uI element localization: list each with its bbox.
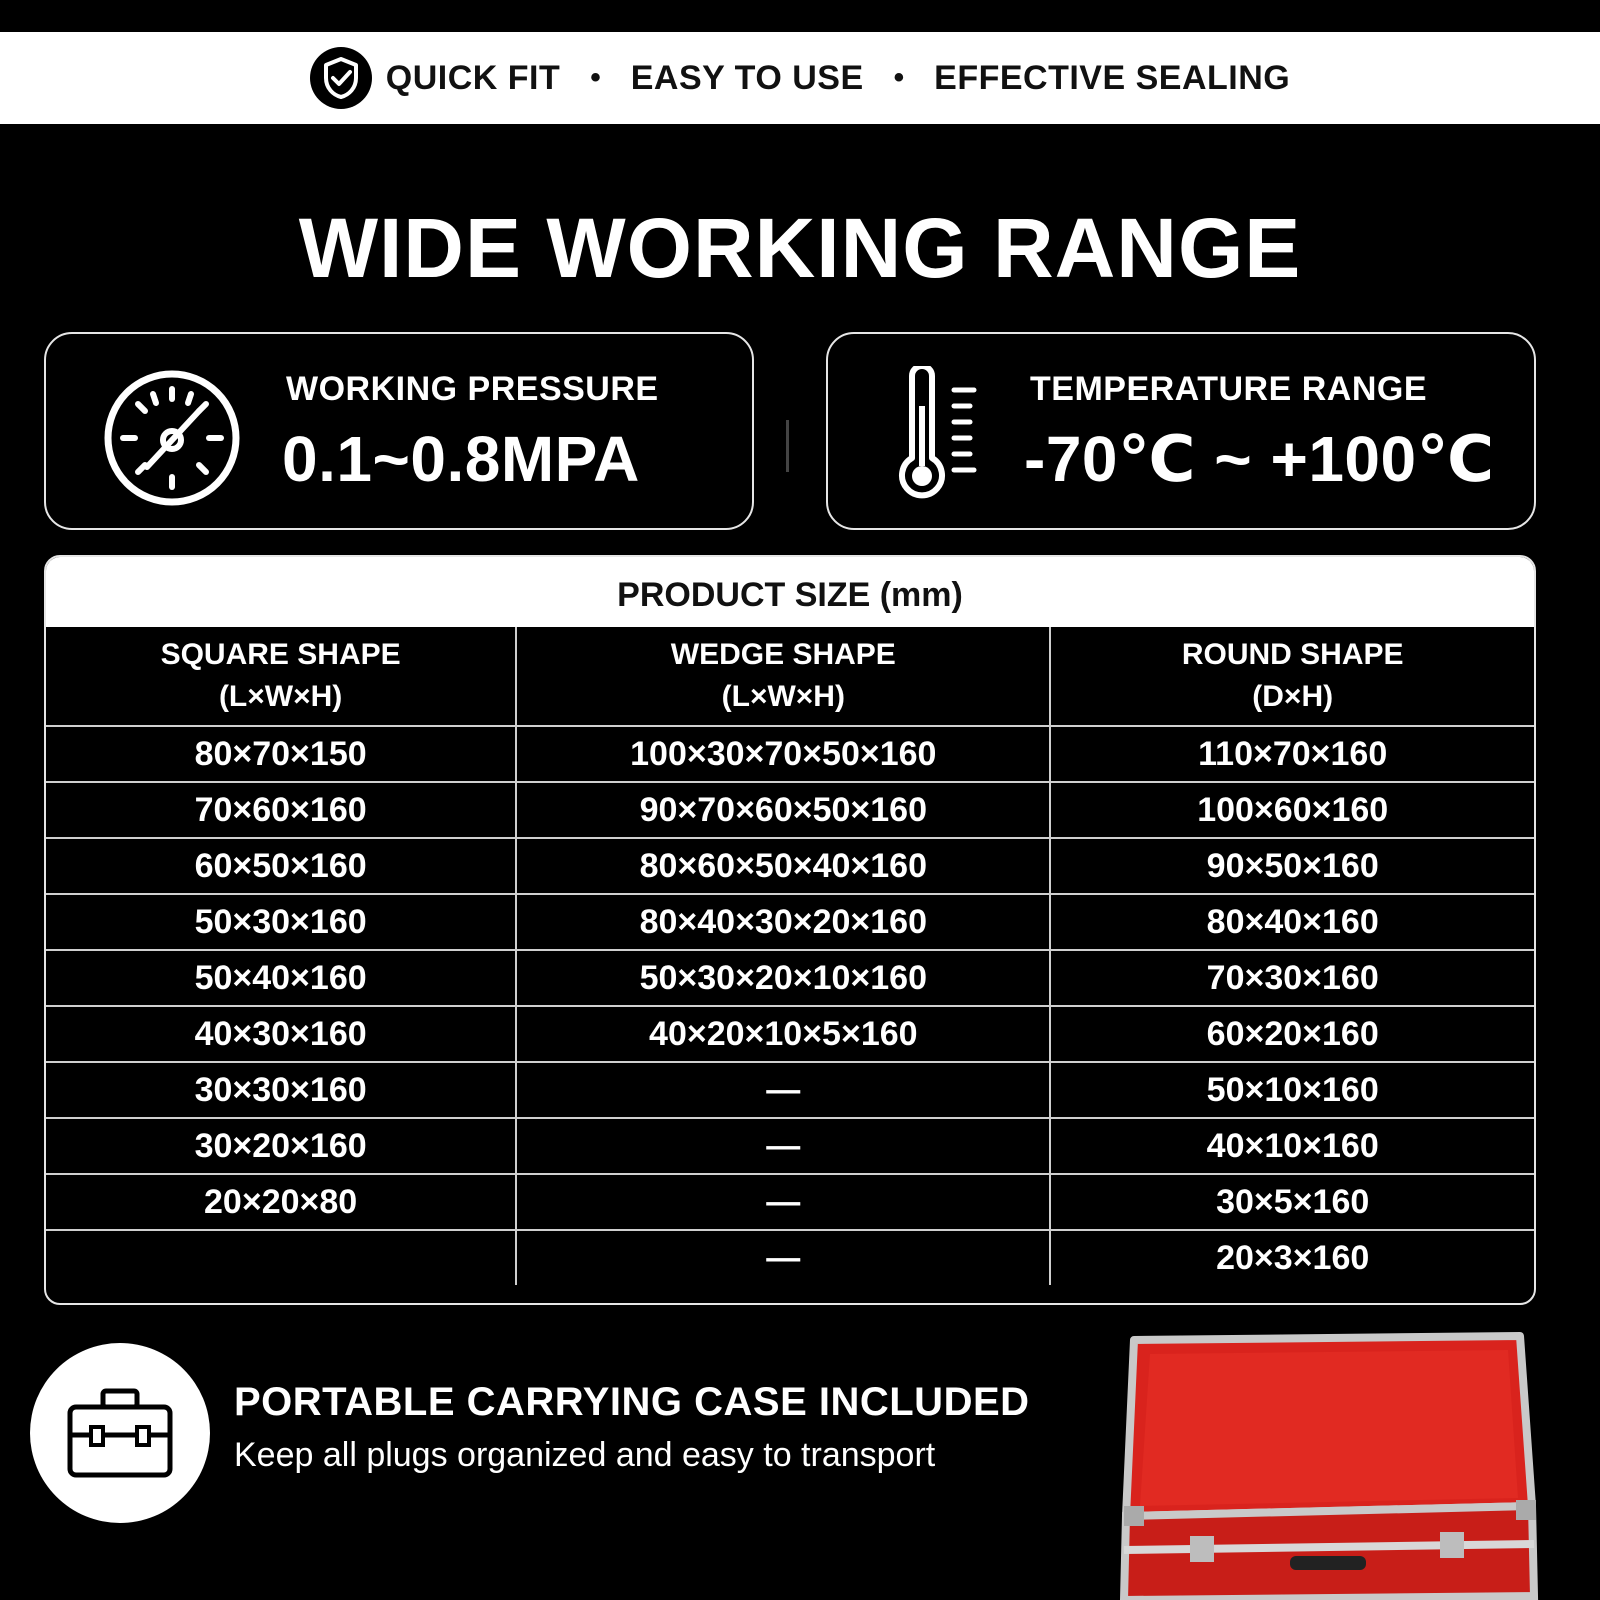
square-size-cell: 30×20×160 (46, 1118, 516, 1174)
table-row (46, 782, 1534, 838)
briefcase-icon-badge (30, 1343, 210, 1523)
temperature-spec-card (826, 332, 1536, 530)
table-row (46, 894, 1534, 950)
square-size-cell: 40×30×160 (46, 1006, 516, 1062)
feature-easy-to-use: EASY TO USE (630, 58, 864, 97)
round-size-cell: 90×50×160 (1050, 838, 1534, 894)
column-header-round: ROUND SHAPE (D×H) (1050, 627, 1534, 726)
wedge-size-cell: — (516, 1062, 1050, 1118)
round-size-cell: 50×10×160 (1050, 1062, 1534, 1118)
column-header-square: SQUARE SHAPE (L×W×H) (46, 627, 516, 726)
table-row (46, 726, 1534, 782)
carrying-case-subtitle: Keep all plugs organized and easy to transport (234, 1436, 936, 1474)
pressure-label: WORKING PRESSURE (286, 370, 659, 408)
round-size-cell: 70×30×160 (1050, 950, 1534, 1006)
round-size-cell: 30×5×160 (1050, 1174, 1534, 1230)
table-row (46, 1062, 1534, 1118)
round-size-cell: 20×3×160 (1050, 1230, 1534, 1285)
column-header-wedge: WEDGE SHAPE (L×W×H) (516, 627, 1050, 726)
thermometer-icon (894, 366, 984, 506)
wedge-size-cell: 50×30×20×10×160 (516, 950, 1050, 1006)
square-size-cell: 50×30×160 (46, 894, 516, 950)
square-size-cell: 80×70×150 (46, 726, 516, 782)
round-size-cell: 80×40×160 (1050, 894, 1534, 950)
feature-banner (0, 32, 1600, 124)
round-size-cell: 60×20×160 (1050, 1006, 1534, 1062)
feature-quick-fit: QUICK FIT (385, 58, 561, 97)
square-size-cell: 20×20×80 (46, 1174, 516, 1230)
pressure-spec-card (44, 332, 754, 530)
table-row (46, 1174, 1534, 1230)
wedge-size-cell: 40×20×10×5×160 (516, 1006, 1050, 1062)
wedge-size-cell: — (516, 1118, 1050, 1174)
square-size-cell: 30×30×160 (46, 1062, 516, 1118)
pressure-value: 0.1~0.8MPA (282, 423, 640, 495)
wedge-size-cell: 80×60×50×40×160 (516, 838, 1050, 894)
round-size-cell: 40×10×160 (1050, 1118, 1534, 1174)
table-row (46, 950, 1534, 1006)
square-size-cell: 50×40×160 (46, 950, 516, 1006)
round-size-cell: 100×60×160 (1050, 782, 1534, 838)
carrying-case-photo (1120, 1330, 1540, 1600)
product-size-title: PRODUCT SIZE (mm) (46, 557, 1534, 627)
temperature-label: TEMPERATURE RANGE (1030, 370, 1427, 408)
briefcase-icon (65, 1385, 175, 1481)
square-size-cell (46, 1230, 516, 1285)
wedge-size-cell: — (516, 1174, 1050, 1230)
wedge-size-cell: 80×40×30×20×160 (516, 894, 1050, 950)
round-size-cell: 110×70×160 (1050, 726, 1534, 782)
feature-effective-sealing: EFFECTIVE SEALING (934, 58, 1291, 97)
page-title: WIDE WORKING RANGE (298, 201, 1302, 295)
pressure-gauge-icon (101, 367, 243, 509)
feature-separator: • (590, 61, 601, 94)
square-size-cell: 70×60×160 (46, 782, 516, 838)
square-size-cell: 60×50×160 (46, 838, 516, 894)
table-row (46, 1006, 1534, 1062)
wedge-size-cell: — (516, 1230, 1050, 1285)
product-size-table (44, 555, 1536, 1305)
carrying-case-title: PORTABLE CARRYING CASE INCLUDED (234, 1380, 1030, 1424)
wedge-size-cell: 100×30×70×50×160 (516, 726, 1050, 782)
table-row (46, 838, 1534, 894)
size-table (46, 627, 1534, 1285)
table-row (46, 1230, 1534, 1285)
shield-check-icon (310, 47, 372, 109)
temperature-value: -70℃ ~ +100℃ (1024, 423, 1495, 495)
card-divider (786, 420, 789, 472)
wedge-size-cell: 90×70×60×50×160 (516, 782, 1050, 838)
feature-separator: • (893, 61, 905, 94)
table-row (46, 1118, 1534, 1174)
size-rows (46, 726, 1534, 1285)
